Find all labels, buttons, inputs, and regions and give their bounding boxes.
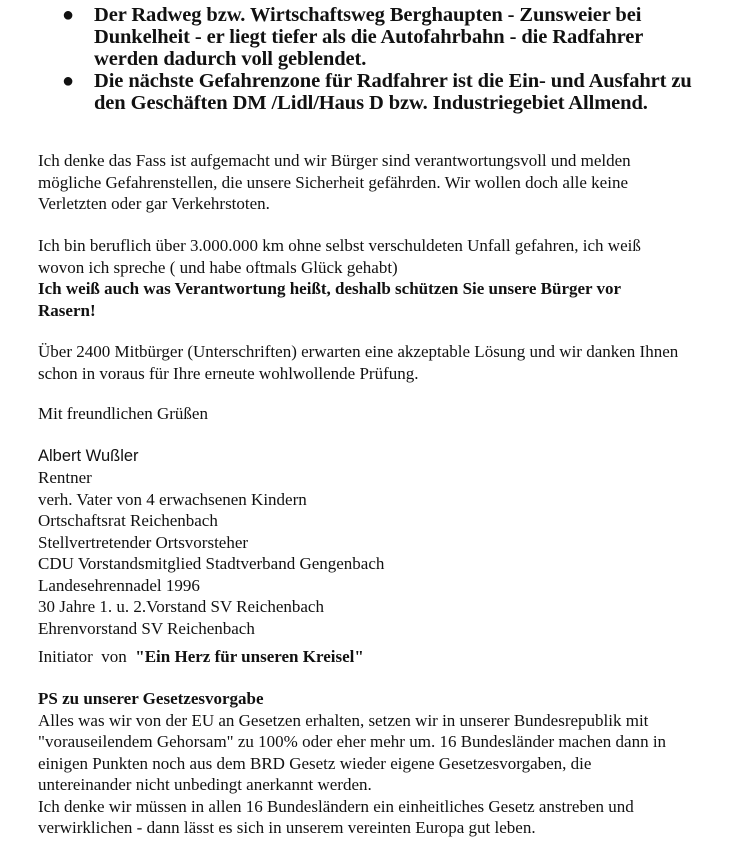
- text-line: einigen Punkten noch aus dem BRD Gesetz wieder eigene Gesetzesvorgaben, die: [38, 753, 592, 773]
- signature-title: verh. Vater von 4 erwachsenen Kindern: [38, 489, 307, 509]
- text-line: untereinander nicht unbedingt anerkannt werden.: [38, 775, 372, 794]
- text-line: Alles was wir von der EU an Gesetzen erhalten, setzen wir in unserer Bundesrepublik mit: [38, 710, 649, 730]
- text-line: Ich denke das Fass ist aufgemacht und wir Bürger sind verantwortungsvoll und melden: [38, 151, 631, 170]
- initiator-line: [38, 646, 748, 668]
- signature-name: Albert Wußler: [38, 447, 139, 465]
- bullet-line: Der Radweg bzw. Wirtschaftsweg Berghaupten - Zunsweier bei: [94, 4, 642, 26]
- text-line: verwirklichen - dann lässt es sich in unserem vereinten Europa gut leben.: [38, 818, 536, 837]
- initiator-prefix: Initiator von: [38, 647, 136, 666]
- bullet-line: Dunkelheit - er liegt tiefer als die Autofahrbahn - die Radfahrer: [94, 26, 644, 48]
- emphasis-line: Rasern!: [38, 300, 96, 320]
- text-line: schon in voraus für Ihre erneute wohlwollende Prüfung.: [38, 363, 419, 383]
- paragraph-experience: [38, 235, 748, 321]
- bullet-line: Die nächste Gefahrenzone für Radfahrer ist die Ein- und Ausfahrt zu: [94, 70, 692, 92]
- signature-title: Ortschaftsrat Reichenbach: [38, 511, 218, 530]
- bullet-item: [0, 70, 748, 114]
- ps-heading: PS zu unserer Gesetzesvorgabe: [38, 689, 264, 708]
- bullet-icon: ●: [62, 70, 74, 92]
- signature-title: Landesehrennadel 1996: [38, 575, 200, 595]
- text-line: "vorauseilendem Gehorsam" zu 100% oder eher mehr um. 16 Bundesländer machen dann in: [38, 732, 667, 751]
- bullet-list: [0, 4, 748, 114]
- text-line: mögliche Gefahrenstellen, die unsere Sicherheit gefährden. Wir wollen doch alle keine: [38, 172, 628, 192]
- signature-title: Ehrenvorstand SV Reichenbach: [38, 618, 255, 638]
- bullet-line: werden dadurch voll geblendet.: [94, 48, 367, 70]
- signature-title: 30 Jahre 1. u. 2.Vorstand SV Reichenbach: [38, 597, 324, 616]
- signature-titles: [38, 467, 748, 639]
- paragraph-signatures: [38, 341, 748, 384]
- closing: Mit freundlichen Grüßen: [38, 404, 208, 423]
- text-line: Ich bin beruflich über 3.000.000 km ohne selbst verschuldeten Unfall gefahren, ich weiß: [38, 236, 641, 255]
- text-line: Über 2400 Mitbürger (Unterschriften) erwarten eine akzeptable Lösung und wir danken Ihnen: [38, 342, 679, 361]
- initiator-project: "Ein Herz für unseren Kreisel": [135, 647, 364, 666]
- signature-title: Stellvertretender Ortsvorsteher: [38, 532, 249, 552]
- paragraph-concern: [38, 150, 748, 215]
- bullet-line: den Geschäften DM /Lidl/Haus D bzw. Industriegebiet Allmend.: [94, 92, 648, 114]
- bullet-icon: ●: [62, 4, 74, 26]
- bullet-item: [0, 4, 748, 70]
- ps-section: [38, 688, 748, 839]
- text-line: Ich denke wir müssen in allen 16 Bundesländern ein einheitliches Gesetz anstreben und: [38, 796, 634, 816]
- text-line: wovon ich spreche ( und habe oftmals Glück gehabt): [38, 257, 398, 277]
- text-line: Verletzten oder gar Verkehrstoten.: [38, 194, 270, 213]
- emphasis-line: Ich weiß auch was Verantwortung heißt, deshalb schützen Sie unsere Bürger vor: [38, 279, 622, 298]
- signature-title: CDU Vorstandsmitglied Stadtverband Gengenbach: [38, 554, 385, 573]
- signature-title: Rentner: [38, 468, 92, 487]
